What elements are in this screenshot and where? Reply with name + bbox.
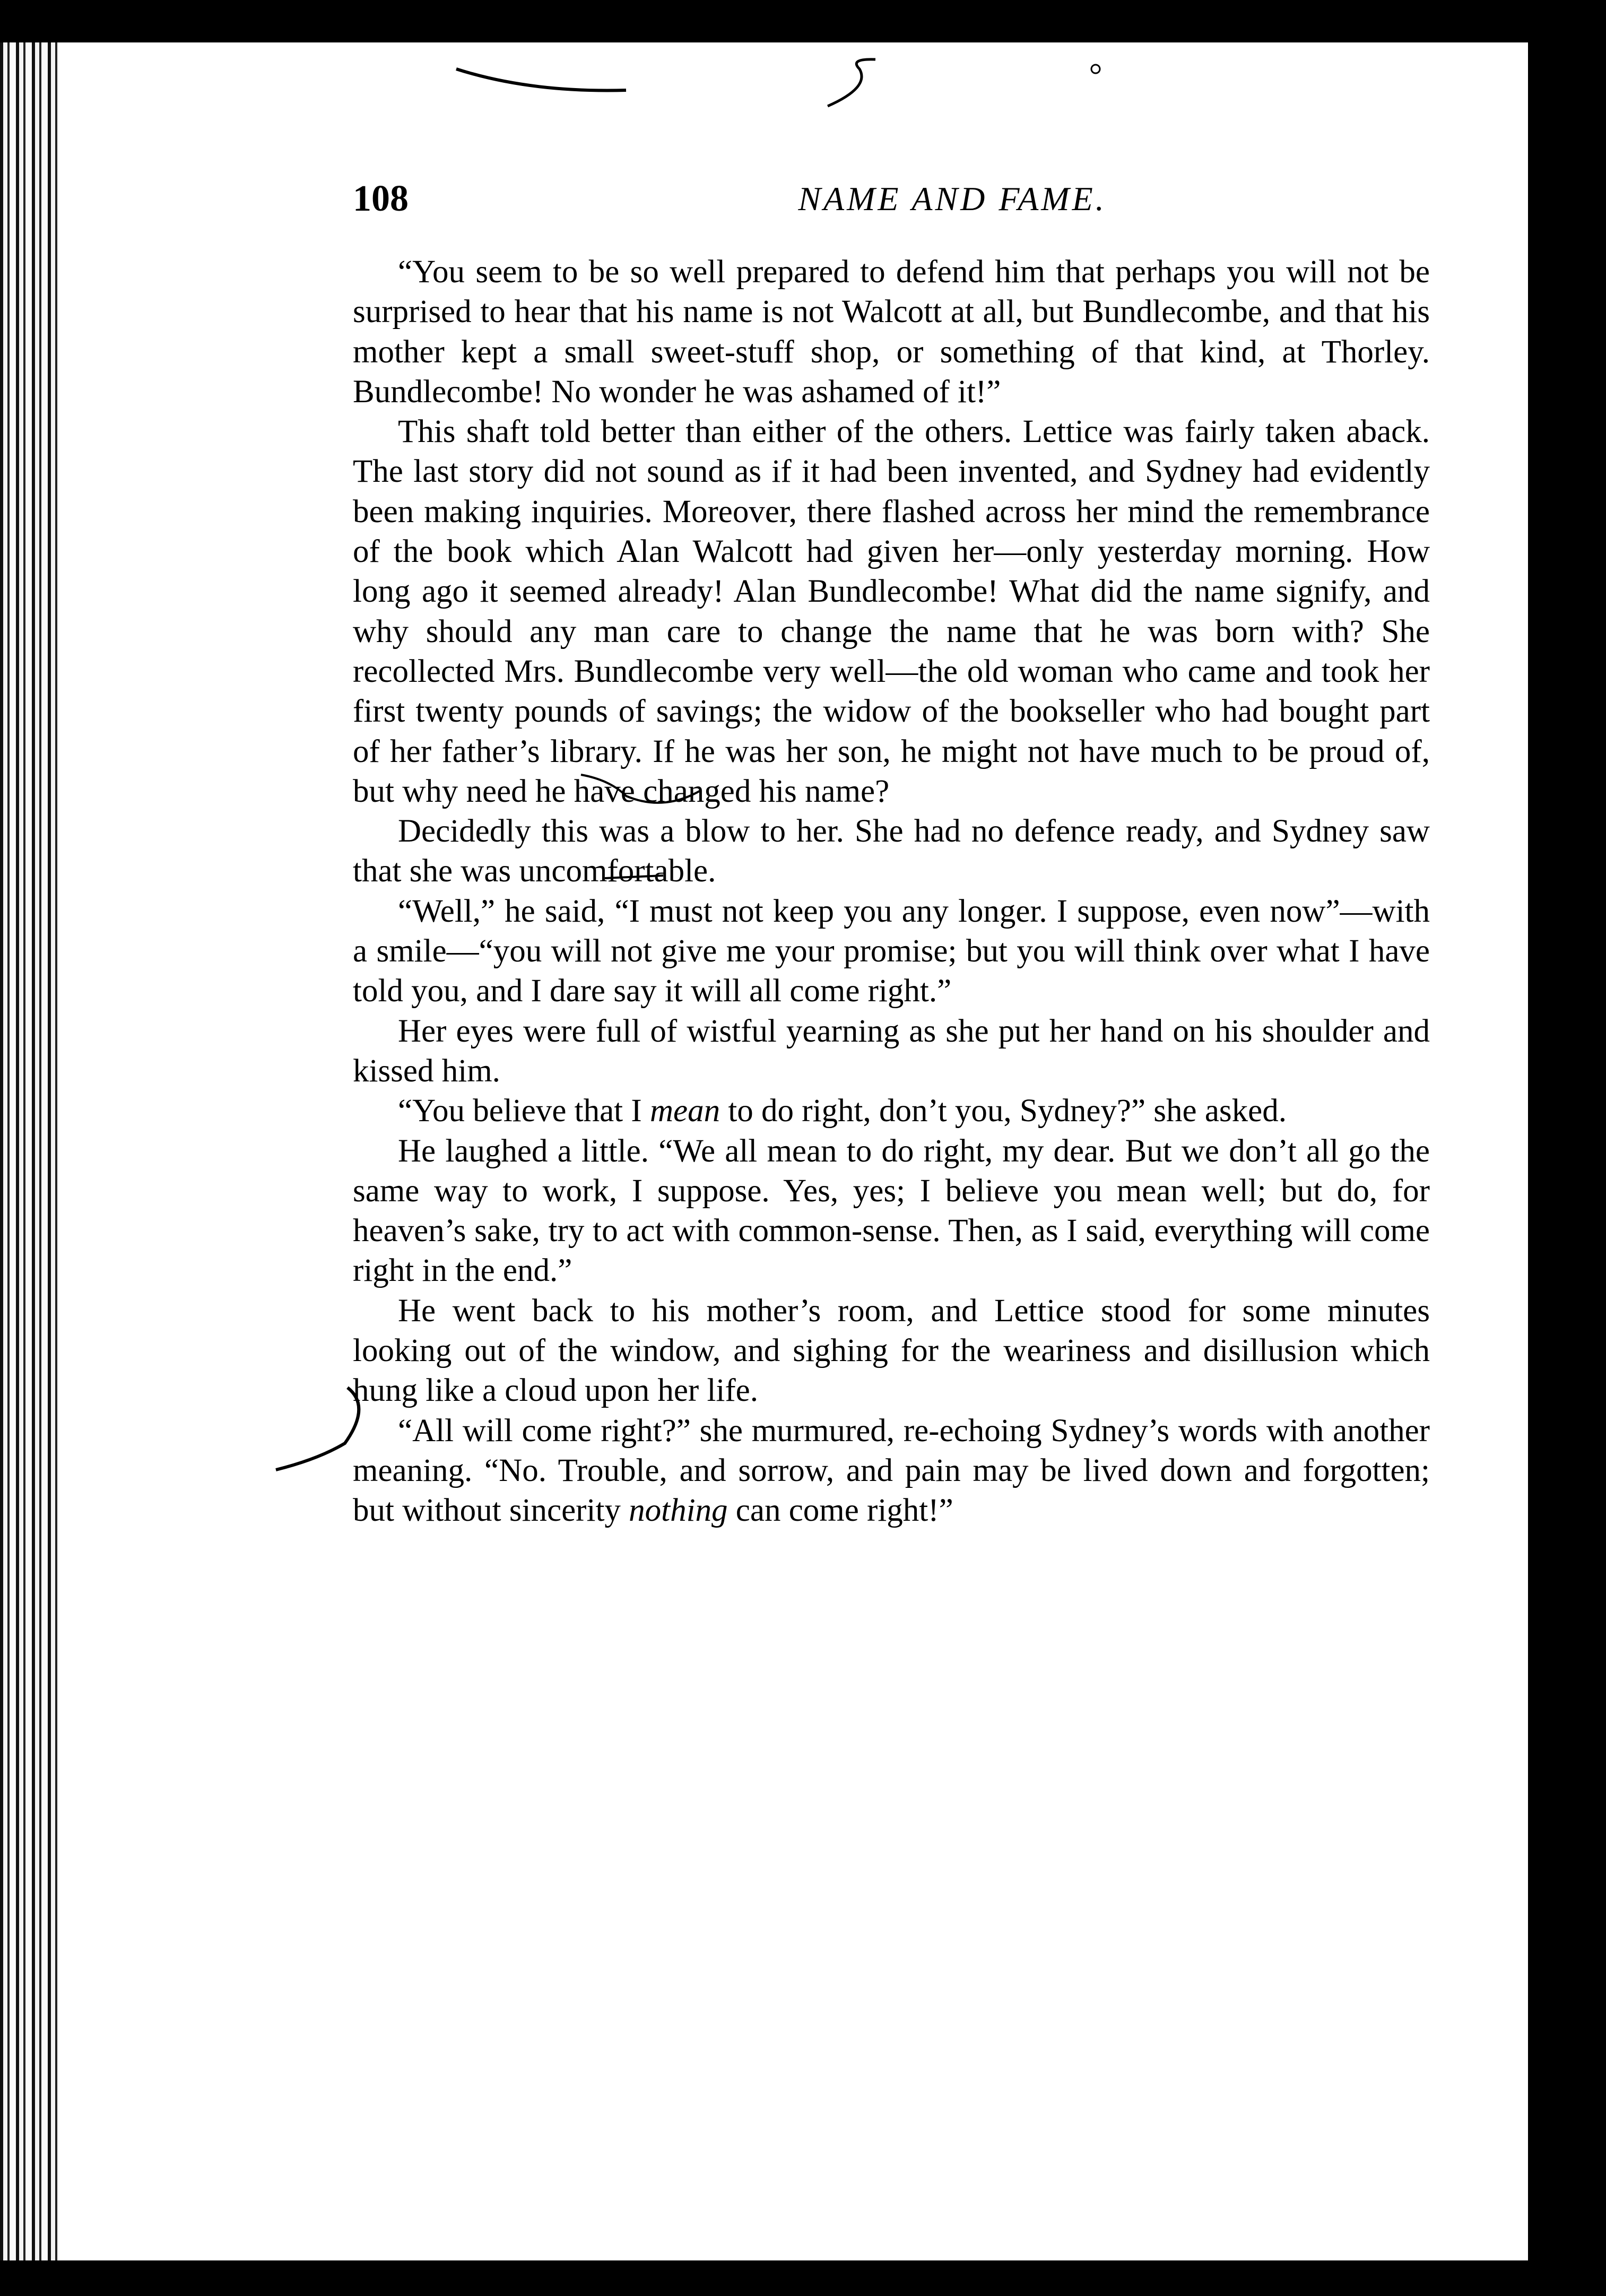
- paragraph: Her eyes were full of wistful yearning as she put her hand on his shoulder and kissed him.: [353, 1013, 1430, 1089]
- text-run: can come right!”: [727, 1493, 953, 1529]
- page-header: [353, 170, 1451, 228]
- paragraph: [353, 1411, 1430, 1531]
- text-run: “You believe that I: [398, 1093, 650, 1129]
- text-run: “All will come right?” she murmured, re-echoing Sydney’s words with another meaning. “No. Trouble, and sorrow, and pain may be lived down and forgotten; but without sincerity: [353, 1413, 1430, 1529]
- paragraph: [353, 1091, 1430, 1131]
- text-run: to do right, don’t you, Sydney?” she asked.: [720, 1093, 1287, 1129]
- page-number: 108: [353, 178, 409, 219]
- paragraph: He went back to his mother’s room, and Lettice stood for some minutes looking out of the window, and sighing for the weariness and disillusion which hung like a cloud upon her life.: [353, 1293, 1430, 1409]
- paragraph: Decidedly this was a blow to her. She had no defence ready, and Sydney saw that she was uncomfortable.: [353, 813, 1430, 889]
- paragraph: “You seem to be so well prepared to defend him that perhaps you will not be surprised to hear that his name is not Walcott at all, but Bundlecombe, and that his mother kept a small sweet-stuff shop, or something of that kind, at Thorley. Bundlecombe! No wonder he was ashamed of it!”: [353, 254, 1430, 410]
- top-squiggle-mark: [828, 59, 875, 106]
- paragraph: He laughed a little. “We all mean to do right, my dear. But we don’t all go the same way to work, I suppose. Yes, yes; I believe you mean well; but do, for heaven’s sake, try to act with common-sense. Then, as I said, everything will come right in the end.”: [353, 1133, 1430, 1289]
- body-text: [353, 252, 1430, 1531]
- italic-text: mean: [649, 1093, 720, 1129]
- margin-bracket-mark: [276, 1388, 359, 1470]
- running-title: NAME AND FAME.: [798, 180, 1107, 218]
- paragraph: “Well,” he said, “I must not keep you any longer. I suppose, even now”—with a smile—“you will not give me your promise; but you will think over what I have told you, and I dare say it will all come right.”: [353, 893, 1430, 1009]
- top-scribble-mark: [456, 69, 626, 91]
- paragraph: This shaft told better than either of the others. Lettice was fairly taken aback. The last story did not sound as if it had been invented, and Sydney had evidently been making inquiries. Moreover, there flashed across her mind the remembrance of the book which Alan Walcott had given her—only yesterday morning. How long ago it seemed already! Alan Bundlecombe! What did the name signify, and why should any man care to change the name that he was born with? She recollected Mrs. Bundlecombe very well—the old woman who came and took her first twenty pounds of savings; the widow of the bookseller who had bought part of her father’s library. If he was her son, he might not have much to be proud of, but why need he have changed his name?: [353, 414, 1430, 809]
- italic-text: nothing: [629, 1493, 728, 1529]
- dot-mark: [1091, 65, 1100, 73]
